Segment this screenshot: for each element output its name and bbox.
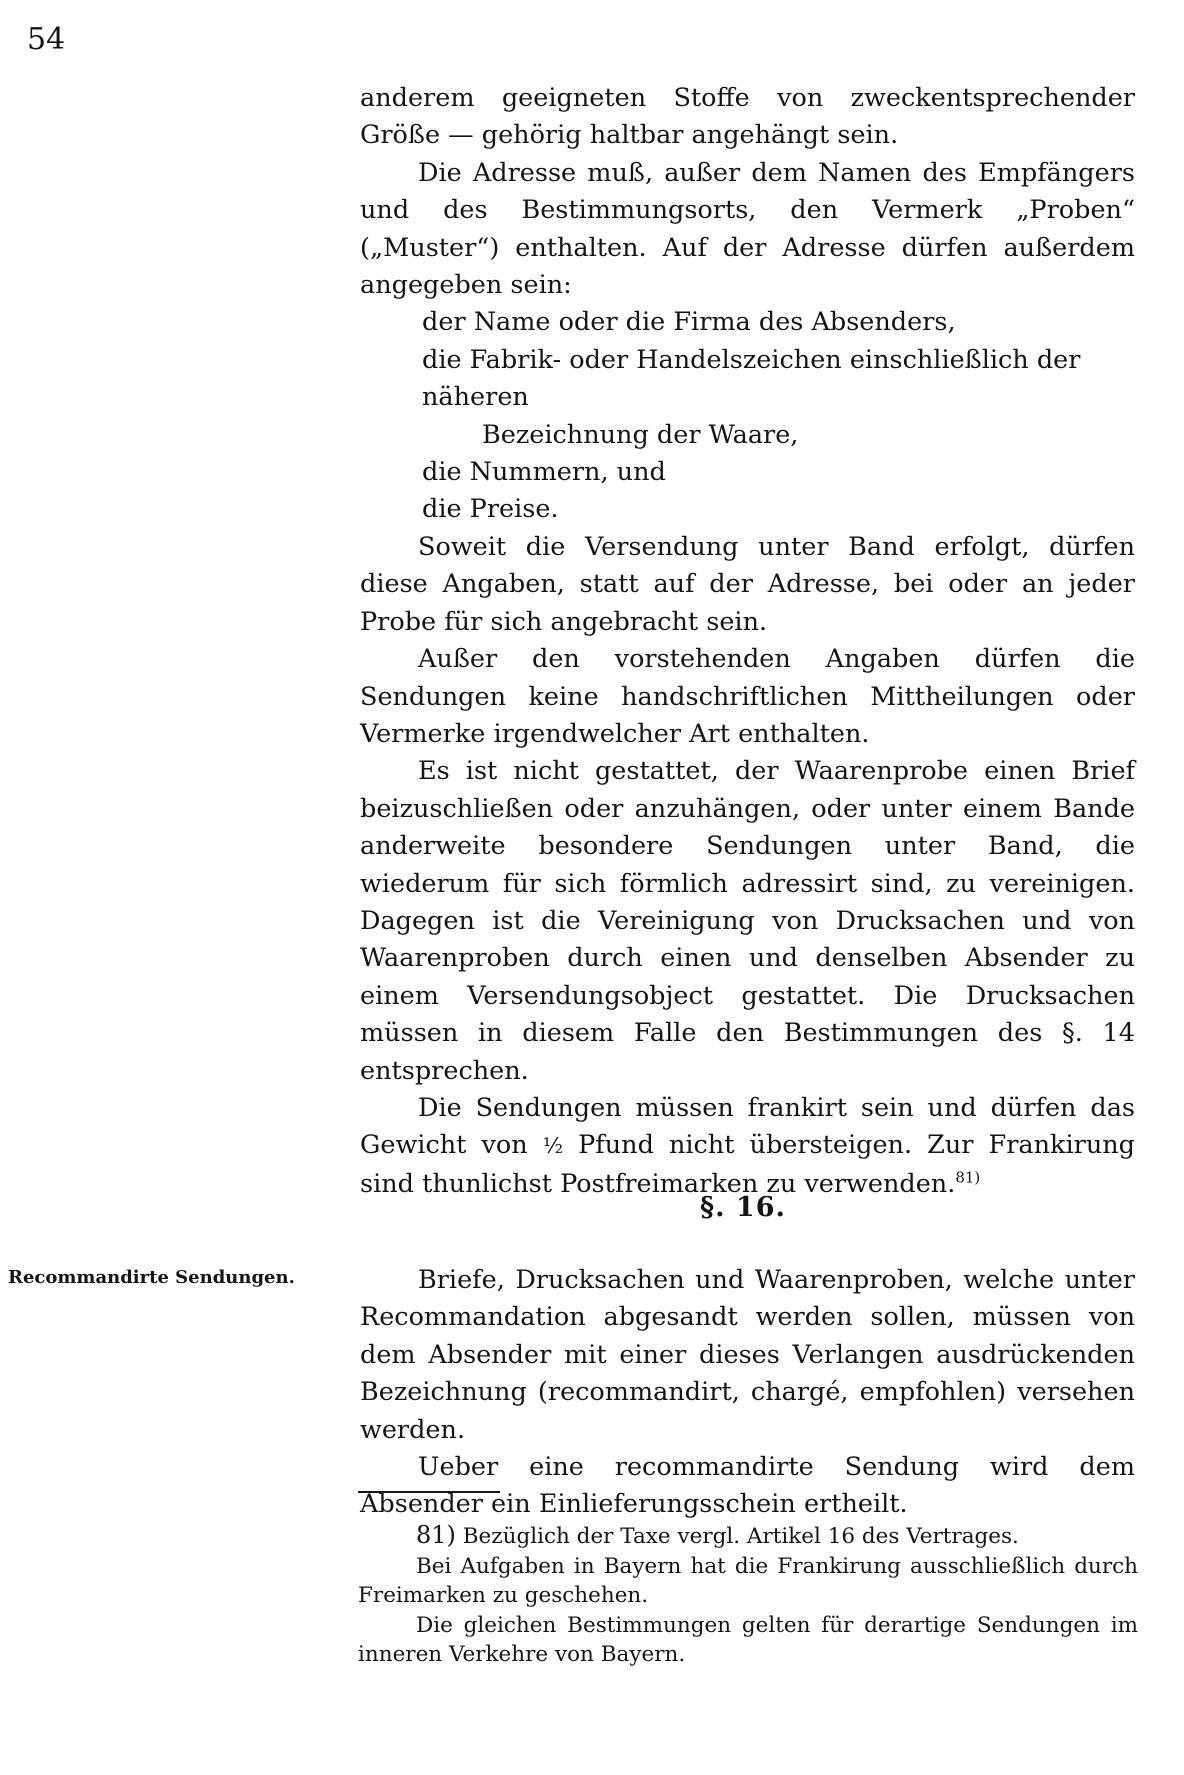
list-item: die Nummern, und <box>422 457 666 488</box>
paragraph-text: Pfund nicht übersteigen. Zur Frankirung sind thunlichst Postfreimarken zu verwenden. <box>360 1130 1136 1199</box>
footnotes <box>358 1521 1138 1670</box>
paragraph: Es ist nicht gestattet, der Waarenprobe einen Brief beizuschließen oder anzuhängen, oder unter einem Bande anderweite besondere Sendungen unter Band, die wiederum für sich förmlich adressirt sind, zu vereinigen. Dagegen ist die Vereinigung von Drucksachen und von Waarenproben durch einen und denselben Absender zu einem Versendungsobject gestattet. Die Drucksachen müssen in diesem Falle den Bestimmungen des §. 14 entsprechen. <box>360 756 1135 1086</box>
list-item: die Preise. <box>422 494 559 525</box>
page-number: 54 <box>27 22 66 57</box>
footnote-divider <box>358 1491 500 1493</box>
paragraph: Ueber eine recommandirte Sendung wird dem Absender ein Einlieferungsschein ertheilt. <box>360 1452 1135 1520</box>
list-item: die Fabrik- oder Handelszeichen einschließlich der näheren <box>422 344 1081 413</box>
paragraph <box>360 1090 1135 1203</box>
address-details-list <box>360 304 1135 528</box>
footnote-reference[interactable]: 81) <box>955 1168 981 1187</box>
section-heading: §. 16. <box>700 1192 786 1223</box>
fraction: ½ <box>542 1134 564 1159</box>
paragraph: anderem geeigneten Stoffe von zweckentsprechender Größe — gehörig haltbar angehängt sein. <box>360 83 1135 151</box>
list-item-continuation: Bezeichnung der Waare, <box>482 419 799 450</box>
margin-note: Recommandirte Sendungen. <box>8 1267 295 1288</box>
footnote-number: 81) <box>416 1521 456 1549</box>
paragraph-text: Die Sendungen müssen frankirt sein und dürfen das Gewicht von <box>360 1092 1135 1161</box>
paragraph: Briefe, Drucksachen und Waarenproben, welche unter Recommandation abgesandt werden sollen, müssen von dem Absender mit einer dieses Verlangen ausdrückenden Bezeichnung (recommandirt, chargé, empfohlen) versehen werden. <box>360 1265 1135 1445</box>
paragraph: Soweit die Versendung unter Band erfolgt, dürfen diese Angaben, statt auf der Adresse, bei oder an jeder Probe für sich angebracht sein. <box>360 531 1135 637</box>
paragraph: Außer den vorstehenden Angaben dürfen die Sendungen keine handschriftlichen Mittheilungen oder Vermerke irgendwelcher Art enthalten. <box>360 644 1135 749</box>
section-16-body <box>360 1262 1135 1524</box>
footnote-text: Bei Aufgaben in Bayern hat die Frankirung ausschließlich durch Freimarken zu geschehen. <box>358 1553 1138 1608</box>
paragraph: Die Adresse muß, außer dem Namen des Empfängers und des Bestimmungsorts, den Vermerk „Proben“ („Muster“) enthalten. Auf der Adresse dürfen außerdem angegeben sein: <box>360 157 1135 301</box>
list-item: der Name oder die Firma des Absenders, <box>422 307 956 338</box>
footnote-text: Bezüglich der Taxe vergl. Artikel 16 des Vertrages. <box>462 1524 1019 1549</box>
footnote-text: Die gleichen Bestimmungen gelten für derartige Sendungen im inneren Verkehre von Bayern. <box>358 1612 1138 1667</box>
section-15-continued <box>360 80 1135 1203</box>
footnote <box>358 1521 1138 1552</box>
